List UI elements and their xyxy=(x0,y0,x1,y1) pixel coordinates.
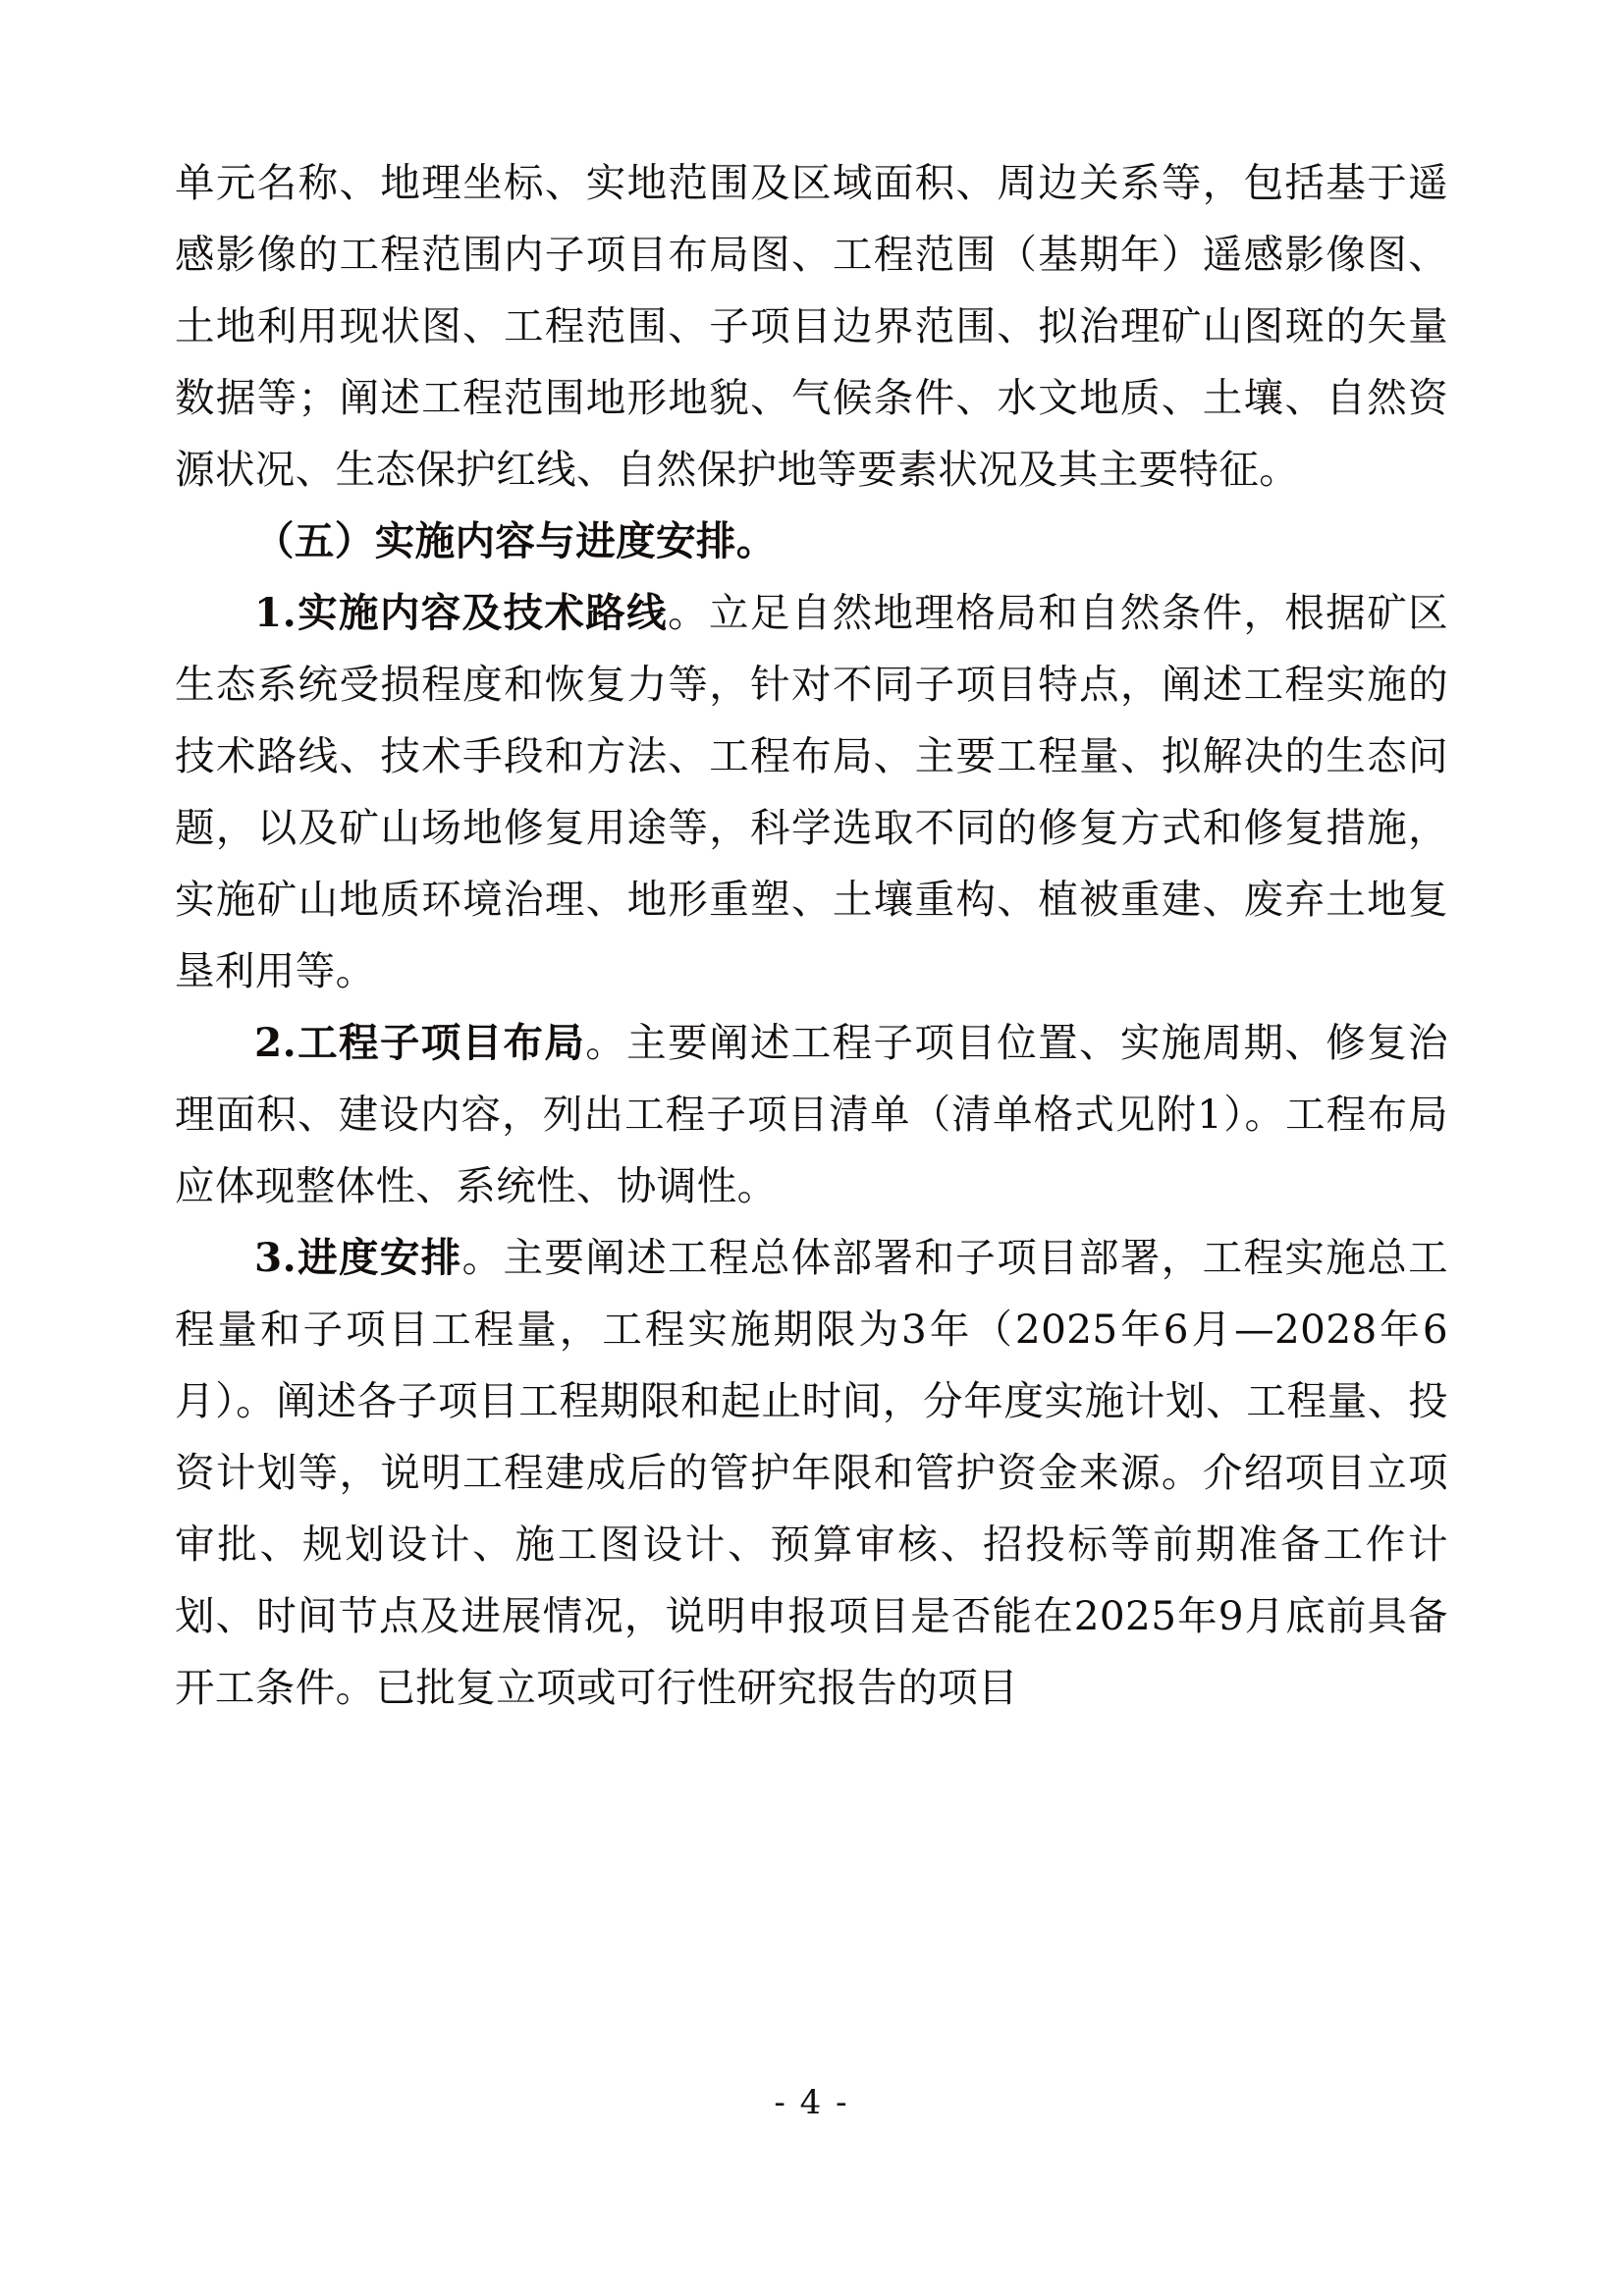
paragraph-unit-description: 单元名称、地理坐标、实地范围及区域面积、周边关系等，包括基于遥感影像的工程范围内子项目布局图、工程范围（基期年）遥感影像图、土地利用现状图、工程范围、子项目边界范围、拟治理矿山图斑的矢量数据等；阐述工程范围地形地貌、气候条件、水文地质、土壤、自然资源状况、生态保护红线、自然保护地等要素状况及其主要特征。 xyxy=(175,159,1448,493)
item-3-lead: 3.进度安排 xyxy=(254,1234,462,1281)
item-1-text: 。立足自然地理格局和自然条件，根据矿区生态系统受损程度和恢复力等，针对不同子项目特点，阐述工程实施的技术路线、技术手段和方法、工程布局、主要工程量、拟解决的生态问题，以及矿山场地修复用途等，科学选取不同的修复方式和修复措施，实施矿山地质环境治理、地形重塑、土壤重构、植被重建、废弃土地复垦利用等。 xyxy=(175,589,1448,994)
paragraph-item-3 xyxy=(175,1222,1448,1724)
document-body xyxy=(175,147,1448,1724)
item-2-lead: 2.工程子项目布局 xyxy=(254,1019,586,1066)
paragraph-item-2 xyxy=(175,1007,1448,1222)
item-3-text: 。主要阐述工程总体部署和子项目部署，工程实施总工程量和子项目工程量，工程实施期限为3年（2025年6月—2028年6月）。阐述各子项目工程期限和起止时间，分年度实施计划、工程量、投资计划等，说明工程建成后的管护年限和管护资金来源。介绍项目立项审批、规划设计、施工图设计、预算审核、招投标等前期准备工作计划、时间节点及进展情况，说明申报项目是否能在2025年9月底前具备开工条件。已批复立项或可行性研究报告的项目 xyxy=(175,1234,1448,1711)
page-number: - 4 - xyxy=(774,2083,849,2122)
section-heading-five xyxy=(175,506,1448,577)
section-heading-five-text: （五）实施内容与进度安排。 xyxy=(254,517,777,564)
paragraph-item-1 xyxy=(175,577,1448,1007)
item-1-lead: 1.实施内容及技术路线 xyxy=(254,589,669,636)
item-2-text: 。主要阐述工程子项目位置、实施周期、修复治理面积、建设内容，列出工程子项目清单（清单格式见附1）。工程布局应体现整体性、系统性、协调性。 xyxy=(175,1019,1448,1209)
